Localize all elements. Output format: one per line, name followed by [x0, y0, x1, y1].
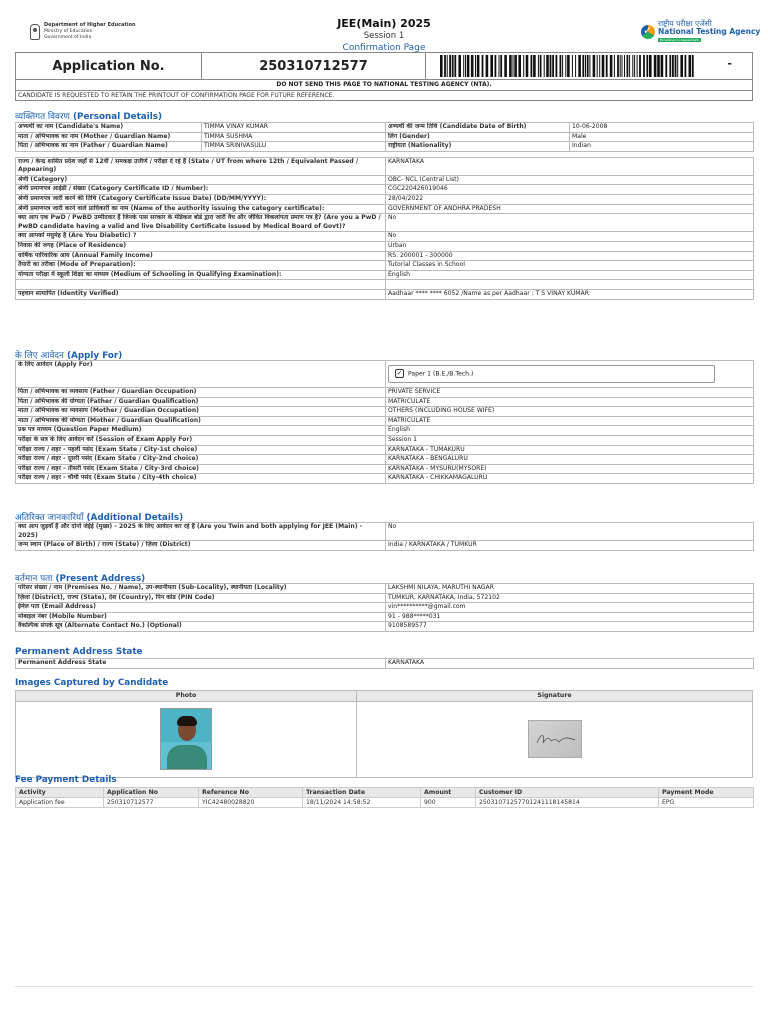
- retain-printout-notice: CANDIDATE IS REQUESTED TO RETAIN THE PRINTOUT OF CONFIRMATION PAGE FOR FUTURE REFERENCE.: [15, 91, 753, 101]
- table-row: [16, 426, 754, 436]
- table-row: [16, 407, 754, 417]
- signature-scribble-icon: [535, 731, 577, 749]
- paper-checkbox[interactable]: ✓: [396, 369, 403, 377]
- application-number-box: [15, 52, 753, 80]
- column-header: Payment Mode: [659, 788, 754, 798]
- field-label: योग्यता परीक्षा में स्कूली शिक्षा का माध्यम (Medium of Schooling in Qualifying Examination):: [16, 270, 386, 280]
- fee-cell: 900: [421, 798, 476, 808]
- field-value: 9108589577: [386, 622, 754, 632]
- fee-cell: YIC42480028820: [199, 798, 303, 808]
- ministry-line2: Ministry of Education: [44, 29, 93, 34]
- field-label: प्रश्न पत्र माध्यम (Question Paper Medium): [16, 426, 386, 436]
- field-value: Aadhaar **** **** 6052 /Name as per Aadhaar : T S VINAY KUMAR: [386, 290, 754, 300]
- present-address-table: [15, 583, 754, 632]
- column-header: Reference No: [199, 788, 303, 798]
- candidate-signature: [528, 720, 582, 758]
- field-value: TIMMA SRINIVASULU: [202, 142, 386, 152]
- field-label: श्रेणी प्रमाणपत्र जारी करने की तिथि (Category Certificate Issue Date) (DD/MM/YYYY):: [16, 195, 386, 205]
- paper-selection: [388, 365, 715, 383]
- table-row: [16, 232, 754, 242]
- ministry-line1: Department of Higher Education: [44, 22, 136, 28]
- field-value: No: [386, 232, 754, 242]
- field-value: KARNATAKA - MYSURU(MYSORE): [386, 464, 754, 474]
- nta-logo-block: [641, 20, 760, 44]
- emblem-icon: [30, 24, 40, 40]
- table-row: [16, 464, 754, 474]
- application-label: Application No.: [16, 53, 202, 79]
- field-label: माता / अभिभावक का नाम (Mother / Guardian Name): [16, 132, 202, 142]
- field-label: लिंग (Gender): [386, 132, 570, 142]
- field-value: India / KARNATAKA / TUMKUR: [386, 541, 754, 551]
- barcode-icon: [440, 55, 696, 77]
- field-value: TUMKUR, KARNATAKA, India, 572102: [386, 593, 754, 603]
- field-label: पहचान सत्यापित (Identity Verified): [16, 290, 386, 300]
- table-row: [16, 261, 754, 271]
- fee-cell: 18/11/2024 14:58:52: [303, 798, 421, 808]
- table-row: [16, 158, 754, 176]
- field-label: अभ्यर्थी का नाम (Candidate's Name): [16, 123, 202, 133]
- field-value: CGC220426019046: [386, 185, 754, 195]
- fee-cell: 250310712577: [104, 798, 199, 808]
- field-label: ज़िला (District), राज्य (State), देश (Country), पिन कोड (PIN Code): [16, 593, 386, 603]
- field-label: श्रेणी (Category): [16, 175, 386, 185]
- field-value: TIMMA SUSHMA: [202, 132, 386, 142]
- field-value: GOVERNMENT OF ANDHRA PRADESH: [386, 204, 754, 214]
- page-header: [0, 0, 768, 54]
- candidate-photo: [160, 708, 212, 770]
- field-value: No: [386, 214, 754, 232]
- table-row: [16, 612, 754, 622]
- images-table: [15, 690, 753, 778]
- field-label: वैकल्पिक संपर्क सूत्र (Alternate Contact No.) (Optional): [16, 622, 386, 632]
- field-value: English: [386, 426, 754, 436]
- column-header: Activity: [16, 788, 104, 798]
- table-row: [16, 132, 754, 142]
- field-label: वार्षिक पारिवारिक आय (Annual Family Income): [16, 251, 386, 261]
- field-label: परिसर संख्या / नाम (Premises No. / Name), उप-स्थानीयता (Sub-Locality), स्थानीयता (Locality): [16, 584, 386, 594]
- field-value: 91 - 988*****031: [386, 612, 754, 622]
- nta-tagline: Excellence in Assessment: [660, 38, 699, 42]
- field-label: परीक्षा राज्य / शहर - चौथी पसंद (Exam State / City-4th choice): [16, 474, 386, 484]
- field-label: ईमेल पता (Email Address): [16, 603, 386, 613]
- additional-details-title: अतिरिक्त जानकारियाँ (Additional Details): [15, 513, 184, 523]
- field-label: अभ्यर्थी की जन्म तिथि (Candidate Date of Birth): [386, 123, 570, 133]
- permanent-state-label: Permanent Address State: [16, 659, 386, 669]
- nta-check-icon: [641, 25, 655, 39]
- column-header: Application No: [104, 788, 199, 798]
- field-value: vin**********@gmail.com: [386, 603, 754, 613]
- column-header: Transaction Date: [303, 788, 421, 798]
- table-row: [16, 622, 754, 632]
- field-label: परीक्षा राज्य / शहर - दूसरी पसंद (Exam State / City-2nd choice): [16, 455, 386, 465]
- application-number: 250310712577: [202, 53, 426, 79]
- nta-hindi-name: राष्ट्रीय परीक्षा एजेंसी: [658, 19, 712, 28]
- fee-cell: EPG: [659, 798, 754, 808]
- field-value: 10-06-2008: [570, 123, 754, 133]
- field-value: KARNATAKA - CHIKKAMAGALURU: [386, 474, 754, 484]
- photo-header: Photo: [16, 691, 357, 702]
- table-row: [16, 123, 754, 133]
- table-row: [16, 474, 754, 484]
- field-label: राष्ट्रीयता (Nationality): [386, 142, 570, 152]
- page-type-label: Confirmation Page: [342, 43, 426, 53]
- fee-cell: 25031071257701241118145814: [476, 798, 659, 808]
- table-row: [16, 214, 754, 232]
- images-title: Images Captured by Candidate: [15, 678, 169, 688]
- field-label: पिता / अभिभावक का व्यवसाय (Father / Guardian Occupation): [16, 388, 386, 398]
- field-value: KARNATAKA: [386, 158, 754, 176]
- table-row: [16, 290, 754, 300]
- session-label: Session 1: [363, 31, 405, 41]
- table-row: [16, 204, 754, 214]
- field-value: LAKSHMI NILAYA, MARUTHI NAGAR: [386, 584, 754, 594]
- field-value: 28/04/2022: [386, 195, 754, 205]
- paper-label: Paper 1 (B.E./B.Tech.): [407, 370, 474, 378]
- table-row: [16, 603, 754, 613]
- field-value: TIMMA VINAY KUMAR: [202, 123, 386, 133]
- exam-title: JEE(Main) 2025: [337, 17, 431, 30]
- field-label: माता / अभिभावक की योग्यता (Mother / Guardian Qualification): [16, 416, 386, 426]
- field-value: Urban: [386, 241, 754, 251]
- title-block: [300, 17, 468, 53]
- personal-details-title: व्यक्तिगत विवरण (Personal Details): [15, 112, 163, 122]
- column-header: Customer ID: [476, 788, 659, 798]
- field-value: Indian: [570, 142, 754, 152]
- table-row: [16, 584, 754, 594]
- table-row: [16, 523, 754, 541]
- field-label: परीक्षा राज्य / शहर - पहली पसंद (Exam State / City-1st choice): [16, 445, 386, 455]
- apply-for-table: [15, 360, 754, 484]
- apply-for-title: के लिए आवेदन (Apply For): [15, 351, 123, 361]
- field-label: माता / अभिभावक का व्यवसाय (Mother / Guardian Occupation): [16, 407, 386, 417]
- permanent-address-table: [15, 658, 754, 669]
- field-value: Session 1: [386, 436, 754, 446]
- table-row: [16, 798, 754, 808]
- field-value: MATRICULATE: [386, 416, 754, 426]
- table-row: [16, 397, 754, 407]
- permanent-address-title: Permanent Address State: [15, 647, 143, 657]
- field-value: Tutorial Classes in School: [386, 261, 754, 271]
- field-label: क्या आप एक PwD / PwBD उम्मीदवार हैं जिनके पास सरकार के मेडिकल बोर्ड द्वारा जारी वैध और जीवित विकलांगता प्रमाण पत्र है? (Are you a PwD / PwBD candidate having a valid and live Disability Certificate issued by Medical Board of Govt)?: [16, 214, 386, 232]
- field-value: No: [386, 523, 754, 541]
- field-label: निवास की जगह (Place of Residence): [16, 241, 386, 251]
- table-row: [16, 593, 754, 603]
- field-label: तैयारी का तरीका (Mode of Preparation):: [16, 261, 386, 271]
- personal-details-table: [15, 122, 754, 152]
- field-value: KARNATAKA - TUMAKURU: [386, 445, 754, 455]
- field-value: PRIVATE SERVICE: [386, 388, 754, 398]
- table-row: [16, 241, 754, 251]
- field-label: क्या आप जुड़वाँ हैं और दोनों जेईई (मुख्य) - 2025 के लिए आवेदन कर रहे हैं (Are you Twin and both applying for JEE (Main) - 2025): [16, 523, 386, 541]
- table-row: [16, 436, 754, 446]
- field-value: KARNATAKA - BENGALURU: [386, 455, 754, 465]
- field-label: मोबाइल नंबर (Mobile Number): [16, 612, 386, 622]
- fee-cell: Application fee: [16, 798, 104, 808]
- apply-for-label: के लिए आवेदन (Apply For): [16, 361, 386, 388]
- table-row: [16, 455, 754, 465]
- personal-details-table-2: [15, 157, 754, 300]
- ministry-logo-block: [30, 22, 136, 41]
- table-row: [16, 445, 754, 455]
- table-row: [16, 270, 754, 280]
- fee-table: [15, 787, 754, 808]
- table-row: [16, 361, 754, 388]
- page-footer-divider: [15, 986, 753, 987]
- field-label: पिता / अभिभावक की योग्यता (Father / Guardian Qualification): [16, 397, 386, 407]
- table-row: [16, 388, 754, 398]
- additional-details-table: [15, 522, 754, 551]
- table-row: [16, 142, 754, 152]
- do-not-send-notice: DO NOT SEND THIS PAGE TO NATIONAL TESTING AGENCY (NTA).: [15, 80, 753, 91]
- ministry-line3: Government of India: [44, 35, 92, 40]
- field-label: जन्म स्थान (Place of Birth) / राज्य (State) / ज़िला (District): [16, 541, 386, 551]
- table-row: [16, 541, 754, 551]
- application-dash: -: [727, 57, 732, 70]
- table-row: [16, 185, 754, 195]
- field-value: OBC- NCL (Central List): [386, 175, 754, 185]
- field-value: English: [386, 270, 754, 280]
- field-value: RS. 200001 - 300000: [386, 251, 754, 261]
- fee-title: Fee Payment Details: [15, 775, 117, 785]
- field-value: Male: [570, 132, 754, 142]
- field-label: श्रेणी प्रमाणपत्र जारी करने वाले प्राधिकारी का नाम (Name of the authority issuing the category certificate):: [16, 204, 386, 214]
- signature-header: Signature: [357, 691, 753, 702]
- permanent-state-value: KARNATAKA: [386, 659, 754, 669]
- field-label: परीक्षा के सत्र के लिए आवेदन करें (Session of Exam Apply For): [16, 436, 386, 446]
- field-label: क्या आपको मधुमेह है (Are You Diabetic) ?: [16, 232, 386, 242]
- table-row: [16, 251, 754, 261]
- present-address-title: वर्तमान पता (Present Address): [15, 574, 146, 584]
- table-row: [16, 195, 754, 205]
- column-header: Amount: [421, 788, 476, 798]
- table-row: [16, 416, 754, 426]
- field-value: OTHERS (INCLUDING HOUSE WIFE): [386, 407, 754, 417]
- nta-english-name: National Testing Agency: [658, 27, 761, 36]
- field-label: श्रेणी प्रमाणपत्र आईडी / संख्या (Category Certificate ID / Number):: [16, 185, 386, 195]
- table-row: [16, 659, 754, 669]
- field-label: पिता / अभिभावक का नाम (Father / Guardian Name): [16, 142, 202, 152]
- field-label: राज्य / केन्द्र शासित प्रदेश जहाँ से 12वीं / समकक्ष उत्तीर्ण / परीक्षा दे रहे हैं (State / UT from where 12th / Equivalent Passed / Appearing): [16, 158, 386, 176]
- field-value: MATRICULATE: [386, 397, 754, 407]
- table-row: [16, 175, 754, 185]
- field-label: परीक्षा राज्य / शहर - तीसरी पसंद (Exam State / City-3rd choice): [16, 464, 386, 474]
